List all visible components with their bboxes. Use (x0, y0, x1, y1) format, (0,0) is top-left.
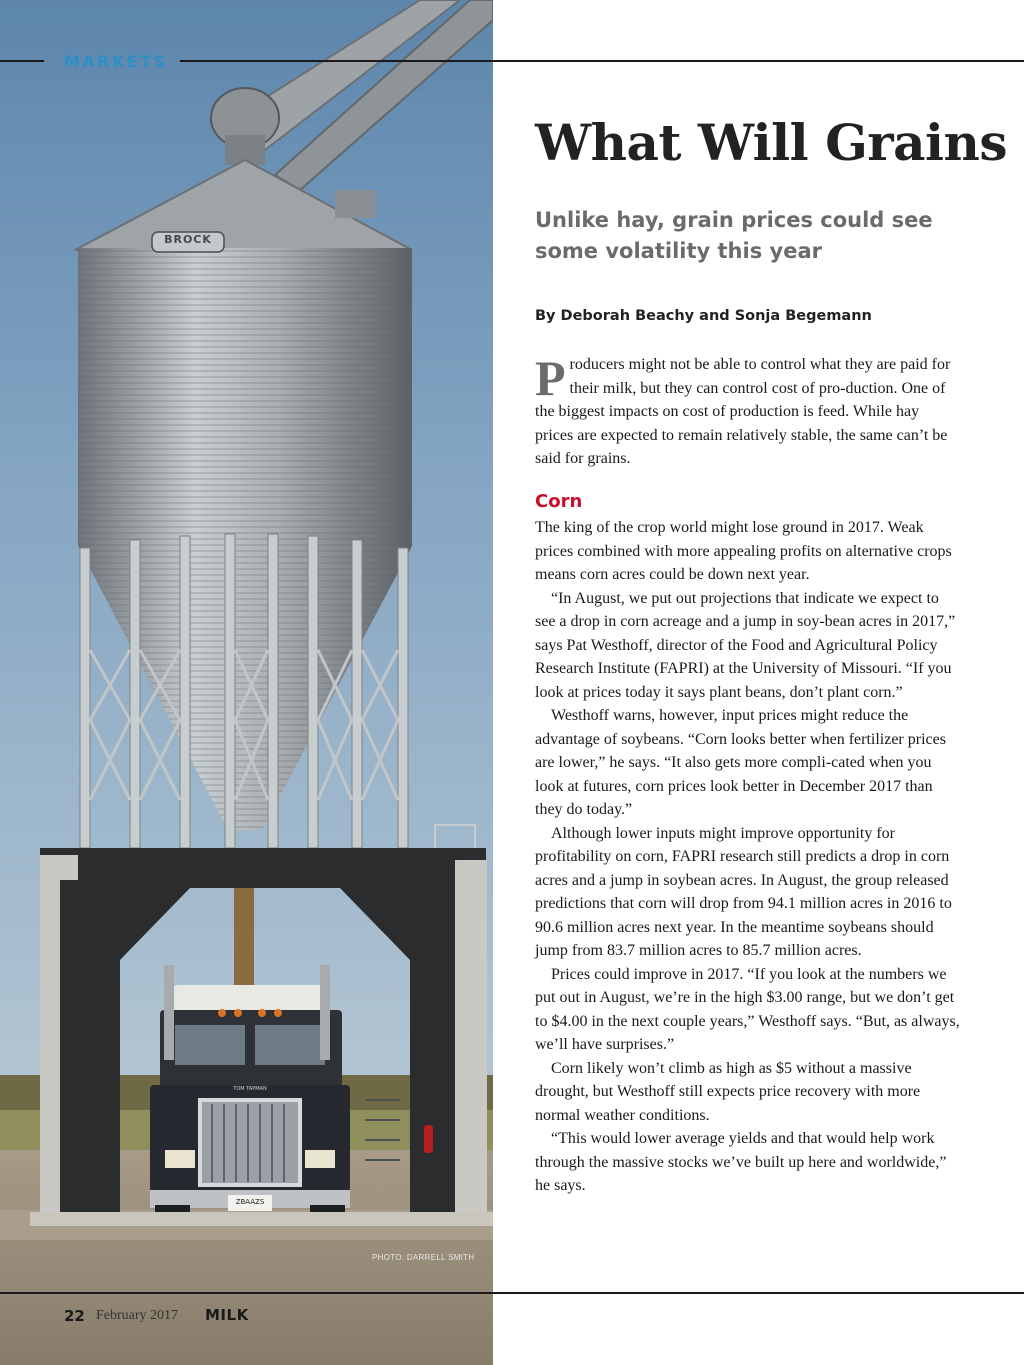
header-rule-right (180, 60, 1024, 62)
drop-cap: P (535, 350, 566, 406)
header-rule-left (0, 60, 44, 62)
body-paragraph: Although lower inputs might improve opportunity for profitability on corn, FAPRI research still predicts a drop in corn acres and a jump in soybean acres. In August, the group released predictions that corn will drop from 94.1 million acres in 2016 to 90.6 million acres next year. In the meantime soybeans should jump from 83.7 million acres to 85.7 million acres. (535, 824, 952, 959)
grain-bin-photo (0, 0, 493, 1365)
body-paragraph: Westhoff warns, however, input prices might reduce the advantage of soybeans. “Corn looks better when fertilizer prices are lower,” he says. “It also gets more compli-cated when you look at futures, corn prices look better in December 2017 than they do today.” (535, 707, 946, 818)
body-paragraph: Prices could improve in 2017. “If you look at the numbers we put out in August, we’re in the high $3.00 range, but we don’t get to $4.00 in the next couple years,” Westhoff says. “But, as always, we’ll have surprises.” (535, 965, 960, 1053)
license-plate: ZBAAZS (235, 1198, 265, 1206)
body-paragraph: “In August, we put out projections that indicate we expect to see a drop in corn acreage and a jump in soy-bean acres in 2017,” says Pat Westhoff, director of the Food and Agricultural Policy Research Institute (FAPRI) at the University of Missouri. “If you look at prices today it says plant beans, don’t plant corn.” (535, 589, 956, 701)
intro-text: roducers might not be able to control what they are paid for their milk, but they can control cost of pro-duction. One of the biggest impacts on cost of production is feed. While hay prices are expected to remain relatively stable, the same can’t be said for grains. (535, 356, 951, 467)
footer-rule (0, 1292, 1024, 1294)
article-byline: By Deborah Beachy and Sonja Begemann (535, 308, 872, 324)
article-headline: What Will Grains (535, 113, 1008, 172)
body-paragraph: “This would lower average yields and that would help work through the massive stocks we’ve built up here and worldwide,” he says. (535, 1130, 947, 1194)
issue-date: February 2017 (96, 1308, 179, 1323)
photo-credit: PHOTO: DARRELL SMITH (372, 1253, 475, 1262)
article-body (535, 516, 960, 1198)
section-label: MARKETS (64, 52, 168, 71)
page-number: 22 (64, 1307, 85, 1325)
body-paragraph: The king of the crop world might lose ground in 2017. Weak prices combined with more appealing profits on alternative crops means corn acres could be down next year. (535, 519, 952, 583)
magazine-logo: MILK (205, 1306, 249, 1324)
article-dek: Unlike hay, grain prices could see some volatility this year (535, 208, 933, 263)
intro-paragraph (535, 350, 960, 471)
body-paragraph: Corn likely won’t climb as high as $5 without a massive drought, but Westhoff still expects price recovery with more normal weather conditions. (535, 1059, 921, 1124)
section-subhead: Corn (535, 491, 583, 512)
silo-brand-plate: BROCK (164, 233, 212, 246)
truck-name-plate: TOM TAPMAN (233, 1086, 267, 1092)
